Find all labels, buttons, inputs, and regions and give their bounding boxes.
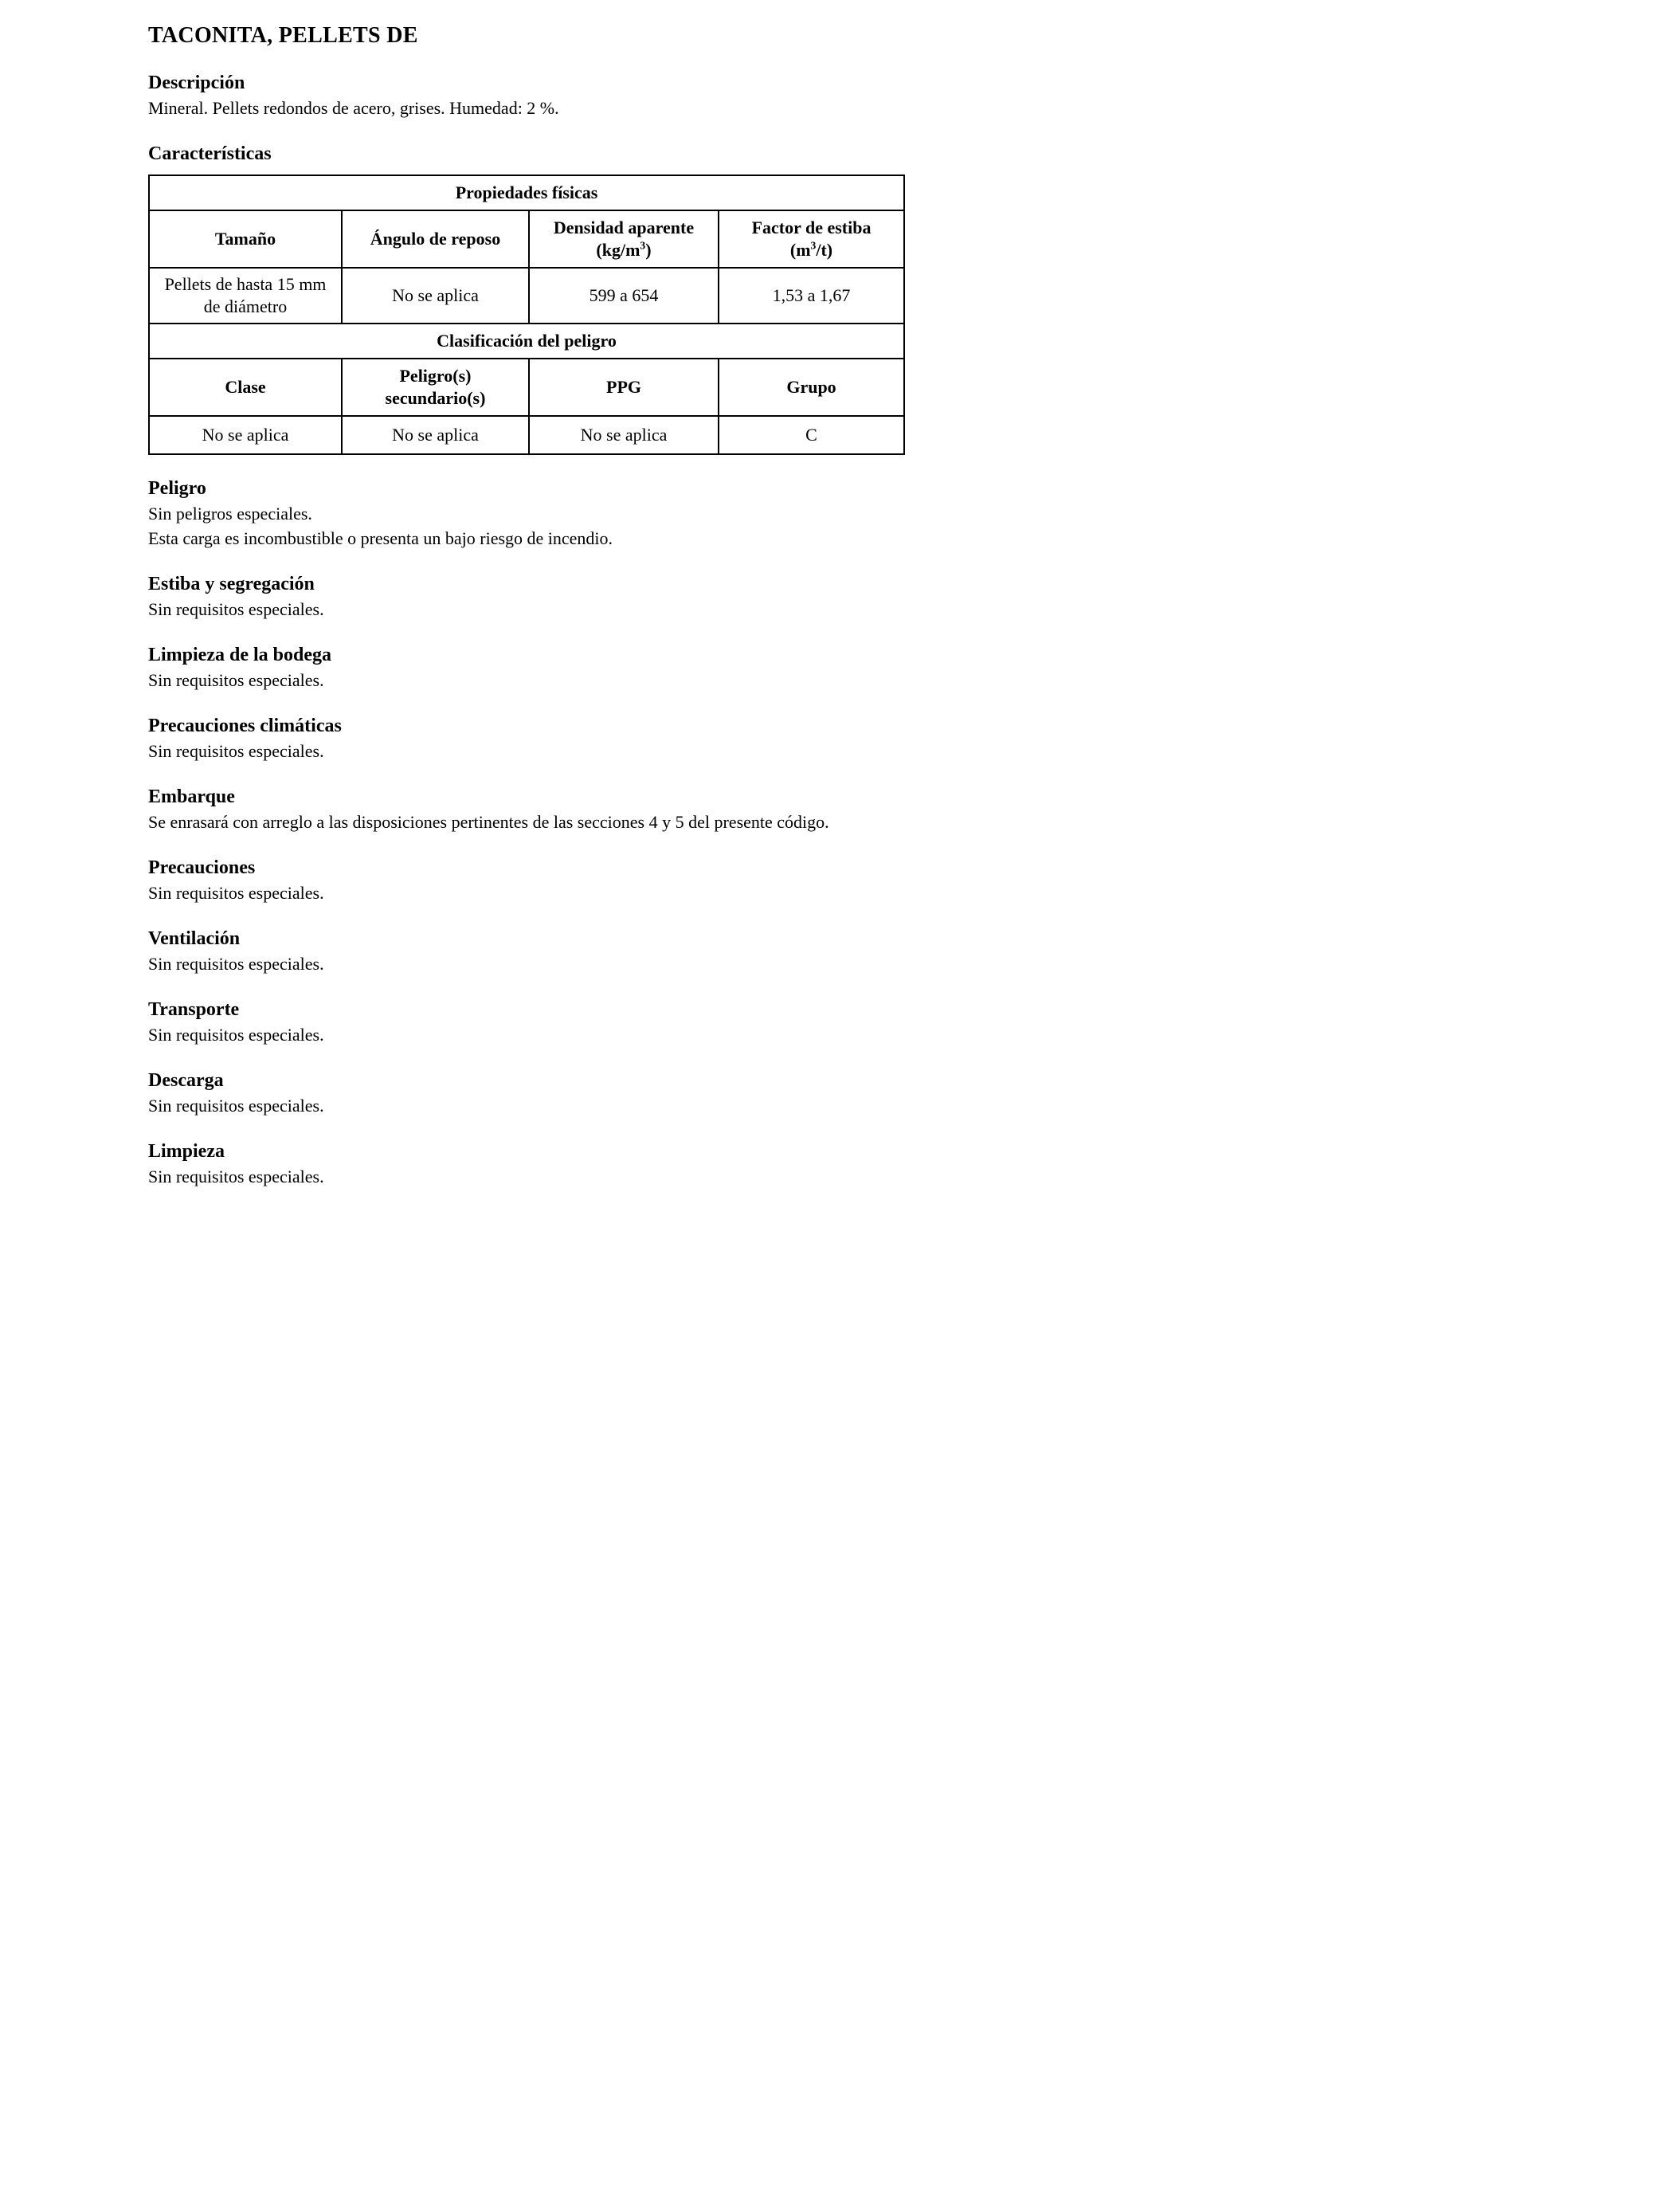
section-text: Sin requisitos especiales. (148, 670, 324, 690)
value-densidad-aparente: 599 a 654 (529, 268, 719, 324)
section-caracteristicas (148, 141, 903, 455)
superscript: 3 (810, 239, 817, 252)
section-heading: Ventilación (148, 928, 241, 949)
section-peligro (148, 476, 903, 551)
page-title: TACONITA, PELLETS DE (148, 23, 418, 48)
value-clase: No se aplica (149, 416, 342, 454)
description-text: Mineral. Pellets redondos de acero, grises. Humedad: 2 %. (148, 98, 559, 118)
section-heading: Embarque (148, 786, 235, 807)
col-header-clase: Clase (149, 359, 342, 416)
col-header-factor-de-estiba (719, 210, 904, 268)
section-text: Sin requisitos especiales. (148, 954, 324, 974)
section-estiba-y-segregacion (148, 571, 903, 622)
superscript: 3 (640, 239, 646, 252)
section-text: Sin requisitos especiales. (148, 741, 324, 761)
value-peligros-secundarios: No se aplica (342, 416, 529, 454)
section-heading: Descripción (148, 73, 245, 93)
physical-column-headers-row (149, 210, 904, 268)
section-heading: Limpieza de la bodega (148, 645, 332, 665)
hazard-column-headers-row (149, 359, 904, 416)
section-heading: Características (148, 143, 272, 164)
unit-text: /t) (816, 240, 833, 260)
col-header-label: Ángulo de reposo (370, 229, 501, 249)
unit-text: (kg/m (596, 240, 640, 260)
physical-properties-header-row (149, 175, 904, 210)
col-header-angulo-de-reposo (342, 210, 529, 268)
section-text: Sin requisitos especiales. (148, 599, 324, 619)
col-header-grupo: Grupo (719, 359, 904, 416)
value-grupo: C (719, 416, 904, 454)
col-header-unit (536, 239, 711, 261)
col-header-peligros-secundarios: Peligro(s) secundario(s) (342, 359, 529, 416)
unit-text: ) (645, 240, 652, 260)
physical-properties-header: Propiedades físicas (149, 175, 904, 210)
section-text: Sin requisitos especiales. (148, 1167, 324, 1186)
hazard-classification-header-row (149, 324, 904, 359)
col-header-label: Tamaño (214, 229, 276, 249)
col-header-ppg: PPG (529, 359, 719, 416)
characteristics-table (148, 175, 905, 455)
value-angulo-de-reposo: No se aplica (342, 268, 529, 324)
section-limpieza-de-la-bodega (148, 642, 903, 692)
col-header-densidad-aparente (529, 210, 719, 268)
document-content (148, 22, 903, 1189)
section-text: Se enrasará con arreglo a las disposiciones pertinentes de las secciones 4 y 5 del presente código. (148, 812, 829, 832)
hazard-values-row (149, 416, 904, 454)
section-text: Sin requisitos especiales. (148, 1025, 324, 1045)
section-limpieza (148, 1139, 903, 1189)
section-text: Sin peligros especiales. (148, 504, 312, 524)
col-header-tamano (149, 210, 342, 268)
value-factor-de-estiba: 1,53 a 1,67 (719, 268, 904, 324)
col-header-unit (726, 239, 897, 261)
section-precauciones-climaticas (148, 713, 903, 763)
section-heading: Limpieza (148, 1141, 225, 1162)
section-descarga (148, 1068, 903, 1118)
section-ventilacion (148, 926, 903, 976)
section-heading: Precauciones (148, 857, 256, 878)
section-text: Sin requisitos especiales. (148, 883, 324, 903)
section-text: Esta carga es incombustible o presenta un bajo riesgo de incendio. (148, 528, 613, 548)
physical-values-row (149, 268, 904, 324)
section-heading: Peligro (148, 478, 206, 499)
hazard-classification-header: Clasificación del peligro (149, 324, 904, 359)
section-descripcion (148, 70, 903, 120)
section-heading: Descarga (148, 1070, 224, 1091)
col-header-label: Densidad aparente (553, 218, 695, 237)
col-header-label: Factor de estiba (751, 218, 872, 237)
value-ppg: No se aplica (529, 416, 719, 454)
section-embarque (148, 784, 903, 834)
unit-text: (m (789, 240, 811, 260)
section-text: Sin requisitos especiales. (148, 1096, 324, 1116)
section-heading: Precauciones climáticas (148, 716, 342, 736)
section-heading: Estiba y segregación (148, 574, 315, 594)
value-tamano: Pellets de hasta 15 mm de diámetro (149, 268, 342, 324)
section-transporte (148, 997, 903, 1047)
section-heading: Transporte (148, 999, 240, 1020)
section-precauciones (148, 855, 903, 905)
